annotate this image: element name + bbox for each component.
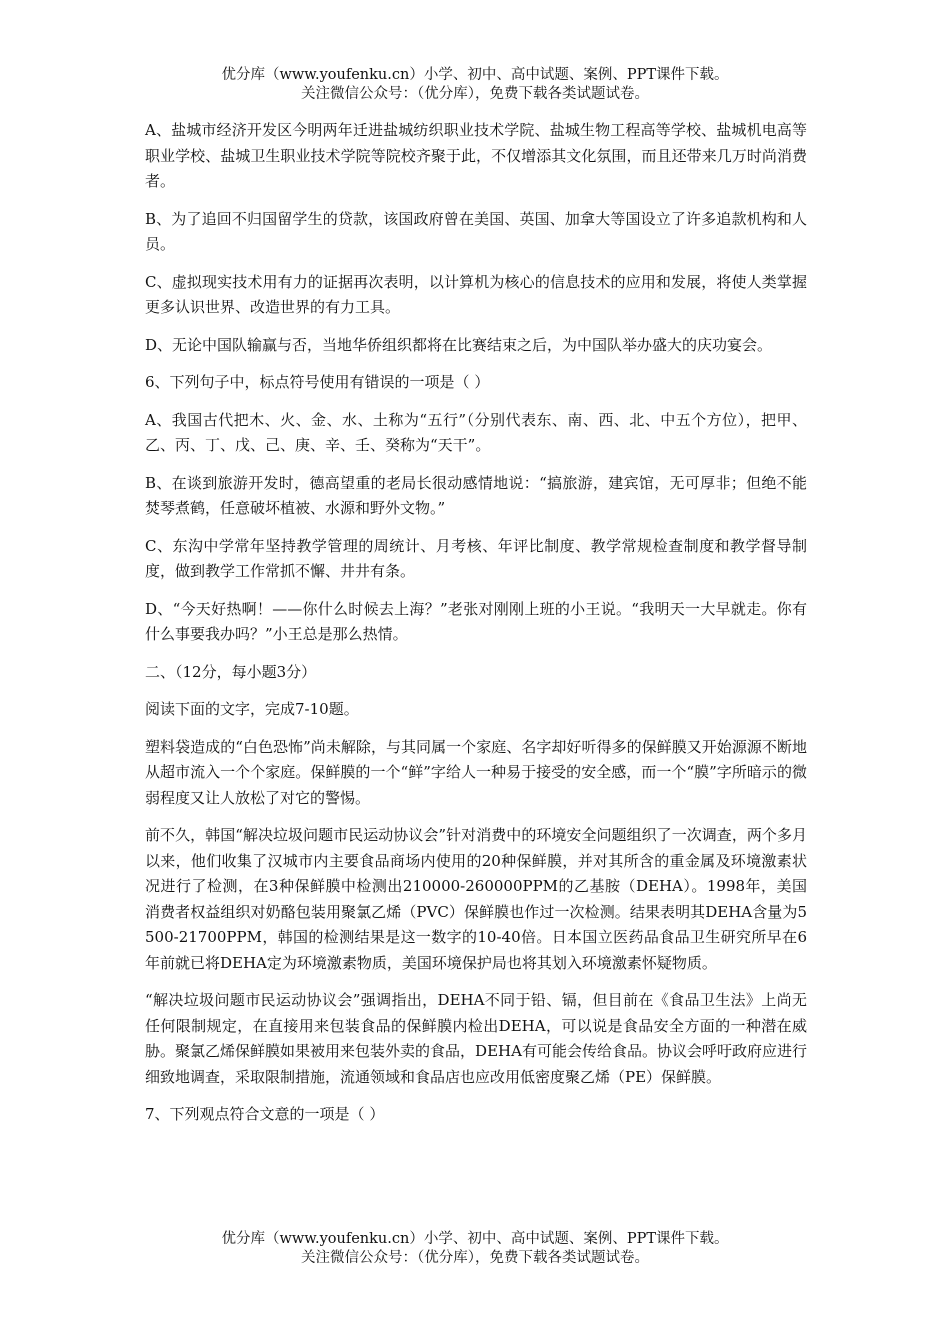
- section-two-heading: 二、（12分，每小题3分）: [145, 662, 317, 681]
- option-b-paragraph: B、为了追回不归国留学生的贷款，该国政府曾在美国、英国、加拿大等国设立了许多追款机构和人员。: [145, 209, 807, 253]
- page-header: [0, 66, 950, 104]
- reading-instruction: 阅读下面的文字，完成7-10题。: [145, 700, 359, 718]
- page-footer: [0, 1230, 950, 1268]
- q6-option-b: B、在谈到旅游开发时，德高望重的老局长很动感情地说：“搞旅游，建宾馆，无可厚非；但绝不能焚琴煮鹤，任意破坏植被、水源和野外文物。”: [145, 473, 807, 517]
- document-body: [145, 118, 807, 1140]
- header-line-1: 优分库（www.youfenku.cn）小学、初中、高中试题、案例、PPT课件下载。: [221, 67, 729, 83]
- question-7: 7、下列观点符合文意的一项是（ ）: [145, 1105, 385, 1123]
- footer-line-1: 优分库（www.youfenku.cn）小学、初中、高中试题、案例、PPT课件下载。: [221, 1231, 729, 1247]
- passage-paragraph-1: 塑料袋造成的“白色恐怖”尚未解除，与其同属一个家庭、名字却好听得多的保鲜膜又开始源源不断地从超市流入一个个家庭。保鲜膜的一个“鲜”字给人一种易于接受的安全感，而一个“膜”字所暗示的微弱程度又让人放松了对它的警惕。: [145, 737, 807, 807]
- question-6: 6、下列句子中，标点符号使用有错误的一项是（ ）: [145, 373, 490, 391]
- option-d-paragraph: D、无论中国队输赢与否，当地华侨组织都将在比赛结束之后，为中国队举办盛大的庆功宴会。: [145, 335, 773, 354]
- passage-paragraph-2: 前不久，韩国“解决垃圾问题市民运动协议会”针对消费中的环境安全问题组织了一次调查，两个多月以来，他们收集了汉城市内主要食品商场内使用的20种保鲜膜，并对其所含的重金属及环境激素状况进行了检测，在3种保鲜膜中检测出210000-260000PPM的乙基胺（DEHA）。1998年，美国消费者权益组织对奶酪包装用聚氯乙烯（PVC）保鲜膜也作过一次检测。结果表明其DEHA含量为5500-21700PPM，韩国的检测结果是这一数字的10-40倍。日本国立医药品食品卫生研究所早在6年前就已将DEHA定为环境激素物质，美国环境保护局也将其划入环境激素怀疑物质。: [145, 826, 807, 972]
- footer-line-2: 关注微信公众号：（优分库），免费下载各类试题试卷。: [301, 1250, 649, 1266]
- option-c-paragraph: C、虚拟现实技术用有力的证据再次表明，以计算机为核心的信息技术的应用和发展，将使人类掌握更多认识世界、改造世界的有力工具。: [145, 272, 807, 316]
- header-line-2: 关注微信公众号：（优分库），免费下载各类试题试卷。: [301, 86, 649, 102]
- q6-option-d: D、“今天好热啊！——你什么时候去上海？”老张对刚刚上班的小王说。“我明天一大早就走。你有什么事要我办吗？”小王总是那么热情。: [145, 599, 807, 643]
- passage-paragraph-3: “解决垃圾问题市民运动协议会”强调指出，DEHA不同于铅、镉，但目前在《食品卫生法》上尚无任何限制规定，在直接用来包装食品的保鲜膜内检出DEHA，可以说是食品安全方面的一种潜在威胁。聚氯乙烯保鲜膜如果被用来包装外卖的食品，DEHA有可能会传给食品。协议会呼吁政府应进行细致地调查，采取限制措施，流通领域和食品店也应改用低密度聚乙烯（PE）保鲜膜。: [145, 991, 807, 1086]
- q6-option-c: C、东沟中学常年坚持教学管理的周统计、月考核、年评比制度、教学常规检查制度和教学督导制度，做到教学工作常抓不懈、井井有条。: [145, 536, 807, 580]
- q6-option-a: A、我国古代把木、火、金、水、土称为“五行”（分别代表东、南、西、北、中五个方位），把甲、乙、丙、丁、戊、己、庚、辛、壬、癸称为“天干”。: [145, 410, 807, 454]
- option-a-paragraph: A、盐城市经济开发区今明两年迁进盐城纺织职业技术学院、盐城生物工程高等学校、盐城机电高等职业学校、盐城卫生职业技术学院等院校齐聚于此，不仅增添其文化氛围，而且还带来几万时尚消费者。: [145, 121, 807, 190]
